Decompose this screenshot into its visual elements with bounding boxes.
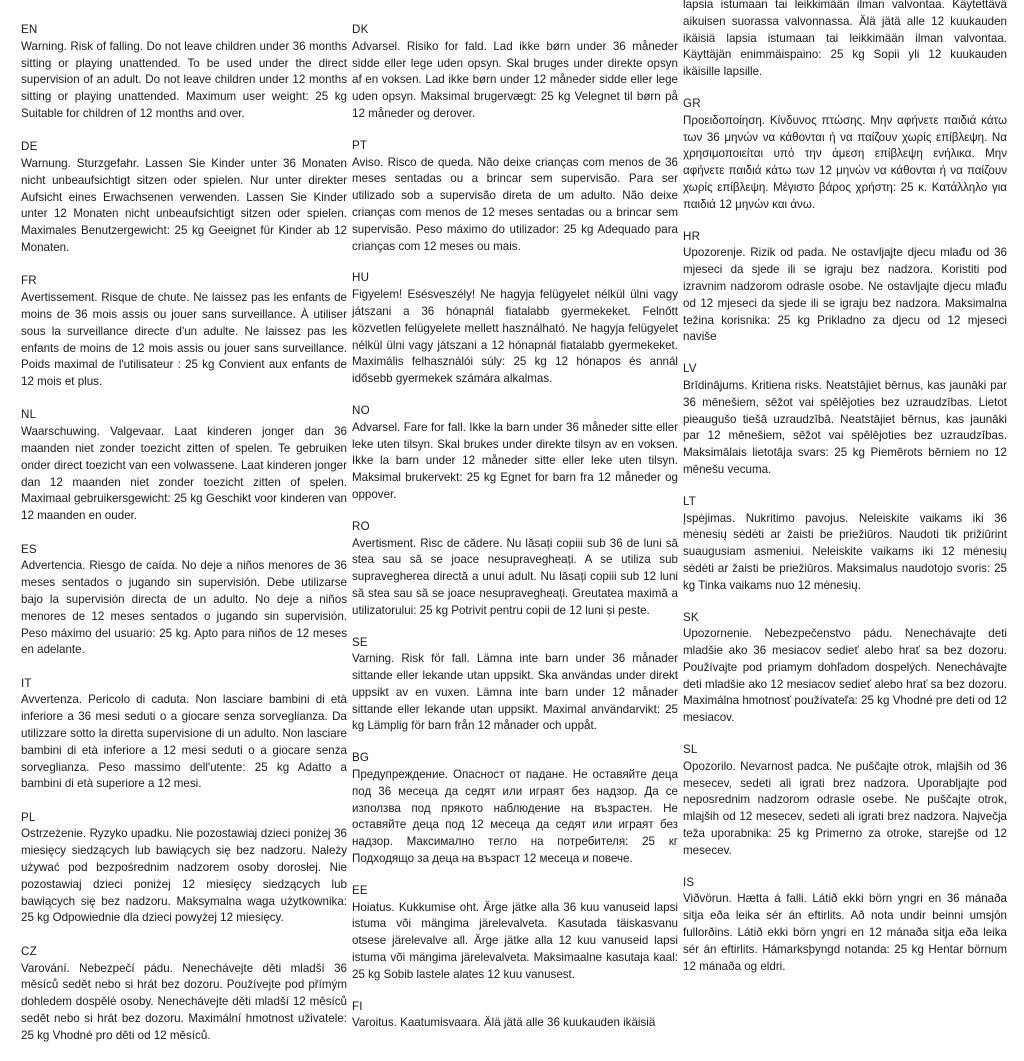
warning-section-nl xyxy=(21,407,347,525)
language-code: SE xyxy=(352,635,368,649)
language-code: FR xyxy=(21,274,37,288)
language-code: ES xyxy=(21,542,37,556)
column-2 xyxy=(352,0,678,1030)
warning-text: Προειδοποίηση. Κίνδυνος πτώσης. Μην αφήνετε παιδιά κάτω των 36 μηνών να κάθονται ή να παίζουν χωρίς επίβλεψη. Να χρησιμοποιείται υπό την άμεση επίβλεψη ενήλικα. Μην αφήνετε παιδιά κάτω των 12 μηνών να κάθονται ή να παίζουν χωρίς επίβλεψη. Μέγιστο βάρος χρήστη: 25 κ. Κατάλληλο για παιδιά 12 μηνών και άνω. xyxy=(683,113,1007,211)
language-code: EE xyxy=(352,883,368,897)
warning-text: Warning. Risk of falling. Do not leave children under 36 months sitting or playing unattended. To be used under the direct supervision of an adult. Do not leave children under 12 months sitting or playing unattended. Maximum user weight: 25 kg Suitable for children of 12 months and over. xyxy=(21,39,347,120)
warning-section-en xyxy=(21,22,347,123)
warning-section-ee xyxy=(352,883,678,984)
warning-section-se xyxy=(352,635,678,736)
warning-section-es xyxy=(21,542,347,660)
warning-section-continued xyxy=(683,0,1007,81)
language-code: IS xyxy=(683,875,695,889)
language-code: IT xyxy=(21,676,32,690)
warning-text: Aviso. Risco de queda. Não deixe crianças com menos de 36 meses sentadas ou a brincar sem supervisão. Para ser utilizado sob a supervisão direta de um adulto. Não deixe crianças com menos de 12 meses sentadas ou a brincar sem supervisão. Peso máximo do utilizador: 25 kg Adequado para crianças com 12 meses ou mais. xyxy=(352,155,678,253)
warning-section-pt xyxy=(352,138,678,256)
warning-text: lapsia istumaan tai leikkimään ilman valvontaa. Käytettävä aikuisen suorassa valvonnassa. Älä jätä alle 12 kuukauden ikäisiä lapsia istumaan tai leikkimään ilman valvontaa. Käyttäjän enimmäispaino: 25 kg Sopii yli 12 kuukauden ikäisille lapsille. xyxy=(683,0,1007,79)
language-code: GR xyxy=(683,96,701,110)
warning-text: Viðvörun. Hætta á falli. Látið ekki börn yngri en 36 mánaða sitja eða leika sér án eftirlits. Að nota undir beinni umsjón fullorðins. Látið ekki börn yngri en 12 mánaða sitja eða leika sér án eftirlits. Hámarksþyngd notanda: 25 kg Hentar börnum 12 mánaða og eldri. xyxy=(683,892,1007,973)
warning-section-sk xyxy=(683,610,1007,728)
warning-section-lt xyxy=(683,494,1007,595)
warning-section-fi xyxy=(352,999,678,1033)
warning-text: Varning. Risk för fall. Lämna inte barn under 36 månader sittande eller lekande utan uppsikt. Ska användas under direkt uppsikt av en vuxen. Lämna inte barn under 12 månader sittande eller lekande utan uppsikt. Maximal användarvikt: 25 kg Lämplig för barn från 12 månader och uppåt. xyxy=(352,652,678,733)
warning-section-it xyxy=(21,676,347,794)
warning-section-dk xyxy=(352,22,678,123)
language-code: HR xyxy=(683,229,701,243)
language-code: PL xyxy=(21,810,36,824)
language-code: SK xyxy=(683,610,699,624)
warning-section-ro xyxy=(352,519,678,620)
warning-text: Ostrzeżenie. Ryzyko upadku. Nie pozostawiaj dzieci poniżej 36 miesięcy siedzących lub bawiących się bez nadzoru. Należy używać pod bezpośrednim nadzorem osoby dorosłej. Nie pozostawiaj dzieci poniżej 12 miesięcy siedzących lub bawiących się bez nadzoru. Maksymalna waga użytkownika: 25 kg Odpowiednie dla dzieci powyżej 12 miesięcy. xyxy=(21,827,347,925)
warning-section-sl xyxy=(683,742,1007,860)
warning-section-is xyxy=(683,875,1007,976)
warning-text: Varování. Nebezpečí pádu. Nenechávejte děti mladší 36 měsíců sedět nebo si hrát bez dozoru. Používejte pod přímým dohledem dospělé osoby. Nenechávejte děti mladší 12 měsíců sedět nebo si hrát bez dozoru. Maximální hmotnost uživatele: 25 kg Vhodné pro děti od 12 měsíců. xyxy=(21,961,347,1042)
language-code: FI xyxy=(352,999,363,1013)
warning-text: Предупреждение. Опасност от падане. Не оставяйте деца под 36 месеца да седят или играят без надзор. Да се използва под прякото наблюдение на възрастен. Не оставяйте деца под 12 месеца да седят или играят без надзор. Максимално тегло на потребителя: 25 кг Подходящо за деца на възраст 12 месеца и повече. xyxy=(352,768,678,866)
language-code: DK xyxy=(352,23,369,36)
language-code: EN xyxy=(21,23,38,36)
warning-section-gr xyxy=(683,96,1007,214)
language-code: LT xyxy=(683,494,697,508)
language-code: PT xyxy=(352,138,368,152)
warning-section-cz xyxy=(21,944,347,1045)
warning-text: Įspėjimas. Nukritimo pavojus. Neleiskite vaikams iki 36 mėnesių sėdėti ar žaisti be priežiūros. Naudoti tik prižiūrint suaugusiam asmeniui. Neleiskite vaikams iki 12 mėnesių sėdėti ar žaisti be priežiūros. Maksimalus naudotojo svoris: 25 kg Tinka vaikams nuo 12 mėnesių. xyxy=(683,511,1007,592)
warning-text: Opozorilo. Nevarnost padca. Ne puščajte otrok, mlajših od 36 mesecev, sedeti ali igrati brez nadzora. Uporabljajte pod neposrednim nadzorom odrasle osebe. Ne puščajte otrok, mlajših od 12 mesecev, sedeti ali igrati brez nadzora. Največja teža uporabnika: 25 kg Primerno za otroke, starejše od 12 mesecev. xyxy=(683,759,1007,857)
warning-section-no xyxy=(352,403,678,504)
warning-section-bg xyxy=(352,750,678,868)
warning-section-fr xyxy=(21,273,347,391)
warning-text: Hoiatus. Kukkumise oht. Ärge jätke alla 36 kuu vanuseid lapsi istuma või mängima järelevalveta. Kasutada täiskasvanu otsese järelevalve all. Ärge jätke alla 12 kuu vanuseid lapsi istuma või mängima järelevalveta. Maksimaalne kasutaja kaal: 25 kg Sobib lastele alates 12 kuu vanusest. xyxy=(352,900,678,981)
warning-text: Upozornenie. Nebezpečenstvo pádu. Nenechávajte deti mladšie ako 36 mesiacov sedieť alebo hrať sa bez dozoru. Používajte pod priamym dohľadom dospelých. Nenechávajte deti mladšie ako 12 mesiacov sedieť alebo hrať sa bez dozoru. Maximálna hmotnosť používateľa: 25 kg Vhodné pre deti od 12 mesiacov. xyxy=(683,627,1007,725)
column-1 xyxy=(21,0,347,1042)
warning-text: Warnung. Sturzgefahr. Lassen Sie Kinder unter 36 Monaten nicht unbeaufsichtigt sitzen oder spielen. Nur unter direkter Aufsicht eines Erwachsenen verwenden. Lassen Sie Kinder unter 12 Monaten nicht unbeaufsichtigt sitzen oder spielen. Maximales Benutzergewicht: 25 kg Geeignet für Kinder ab 12 Monaten. xyxy=(21,157,347,255)
warning-section-lv xyxy=(683,361,1007,479)
warning-text: Advarsel. Risiko for fald. Lad ikke børn under 36 måneder sidde eller lege uden opsyn. Skal bruges under direkte opsyn af en voksen. Lad ikke børn under 12 måneder sidde eller lege uden opsyn. Maksimal brugervægt: 25 kg Velegnet til børn på 12 måneder og derover. xyxy=(352,39,678,120)
language-code: SL xyxy=(683,743,698,757)
warning-text: Avertissement. Risque de chute. Ne laissez pas les enfants de moins de 36 mois assis ou jouer sans surveillance. À utiliser sous la surveillance directe d'un adulte. Ne laissez pas les enfants de moins de 12 mois assis ou jouer sans surveillance. Poids maximal de l'utilisateur : 25 kg Convient aux enfants de 12 mois et plus. xyxy=(21,291,347,389)
warning-text: Avvertenza. Pericolo di caduta. Non lasciare bambini di età inferiore a 36 mesi seduti o a giocare senza sorveglianza. Da utilizzare sotto la diretta supervisione di un adulto. Non lasciare bambini di età inferiore a 12 mesi seduti o a giocare senza sorveglianza. Peso massimo dell'utente: 25 kg Adatto a bambini di età superiore a 12 mesi. xyxy=(21,693,347,791)
warning-text: Advertencia. Riesgo de caída. No deje a niños menores de 36 meses sentados o jugando sin supervisión. Debe utilizarse bajo la supervisión directa de un adulto. No deje a niños menores de 12 meses sentados o jugando sin supervisión. Peso máximo del usuario: 25 kg. Apto para niños de 12 meses en adelante. xyxy=(21,559,347,657)
warning-section-hu xyxy=(352,270,678,388)
language-code: RO xyxy=(352,519,370,533)
language-code: CZ xyxy=(21,944,37,958)
warning-text: Avertisment. Risc de cădere. Nu lăsați copiii sub 36 de luni să stea sau să se joace nesupravegheați. A se utiliza sub supravegherea directă a unui adult. Nu lăsați copiii sub 12 luni să stea sau să se joace nesupravegheați. Greutatea maximă a utilizatorului: 25 kg Potrivit pentru copii de 12 luni și peste. xyxy=(352,536,678,617)
language-code: HU xyxy=(352,271,370,285)
language-code: NL xyxy=(21,408,37,422)
language-code: LV xyxy=(683,362,697,376)
column-3 xyxy=(683,0,1007,1024)
warning-text: Brīdinājums. Kritiena risks. Neatstājiet bērnus, kas jaunāki par 36 mēnešiem, sēžot vai spēlējoties bez uzraudzības. Lietot pieaugušo tiešā uzraudzībā. Neatstājiet bērnus, kas jaunāki par 12 mēnešiem, sēžot vai spēlējoties bez uzraudzības. Maksimālais lietotāja svars: 25 kg Piemērots bērniem no 12 mēnešu vecuma. xyxy=(683,378,1007,476)
language-code: NO xyxy=(352,403,370,417)
warning-text: Upozorenje. Rizik od pada. Ne ostavljajte djecu mlađu od 36 mjeseci da sjede ili se igraju bez nadzora. Koristiti pod izravnim nadzorom odrasle osobe. Ne ostavljajte djecu mlađu od 12 mjeseci da sjede ili se igraju bez nadzora. Maksimalna težina korisnika: 25 kg Prikladno za djecu od 12 mjeseci naviše xyxy=(683,246,1007,344)
warning-text: Varoitus. Kaatumisvaara. Älä jätä alle 36 kuukauden ikäisiä xyxy=(352,1016,656,1030)
warning-section-de xyxy=(21,139,347,257)
language-code: DE xyxy=(21,140,38,154)
warning-section-pl xyxy=(21,810,347,928)
language-code: BG xyxy=(352,751,370,765)
warning-text: Waarschuwing. Valgevaar. Laat kinderen jonger dan 36 maanden niet zonder toezicht zitten of spelen. Te gebruiken onder direct toezicht van een volwassene. Laat kinderen jonger dan 12 maanden niet zonder toezicht zitten of spelen. Maximaal gebruikersgewicht: 25 kg Geschikt voor kinderen van 12 maanden en ouder. xyxy=(21,425,347,523)
warning-section-hr xyxy=(683,229,1007,347)
warning-text: Figyelem! Esésveszély! Ne hagyja felügyelet nélkül ülni vagy játszani a 36 hónapnál fiatalabb gyermekeket. Felnőtt közvetlen felügyelete mellett használható. Ne hagyja felügyelet nélkül ülni vagy játszani a 12 hónapnál fiatalabb gyermekeket. Maximális felhasználói súly: 25 kg 12 hónapos és annál idősebb gyermekek számára alkalmas. xyxy=(352,288,678,386)
warning-text: Advarsel. Fare for fall. Ikke la barn under 36 måneder sitte eller leke uten tilsyn. Skal brukes under direkte tilsyn av en voksen. Ikke la barn under 12 måneder sitte eller leke uten tilsyn. Maksimal brukervekt: 25 kg Egnet for barn fra 12 måneder og oppover. xyxy=(352,420,678,501)
